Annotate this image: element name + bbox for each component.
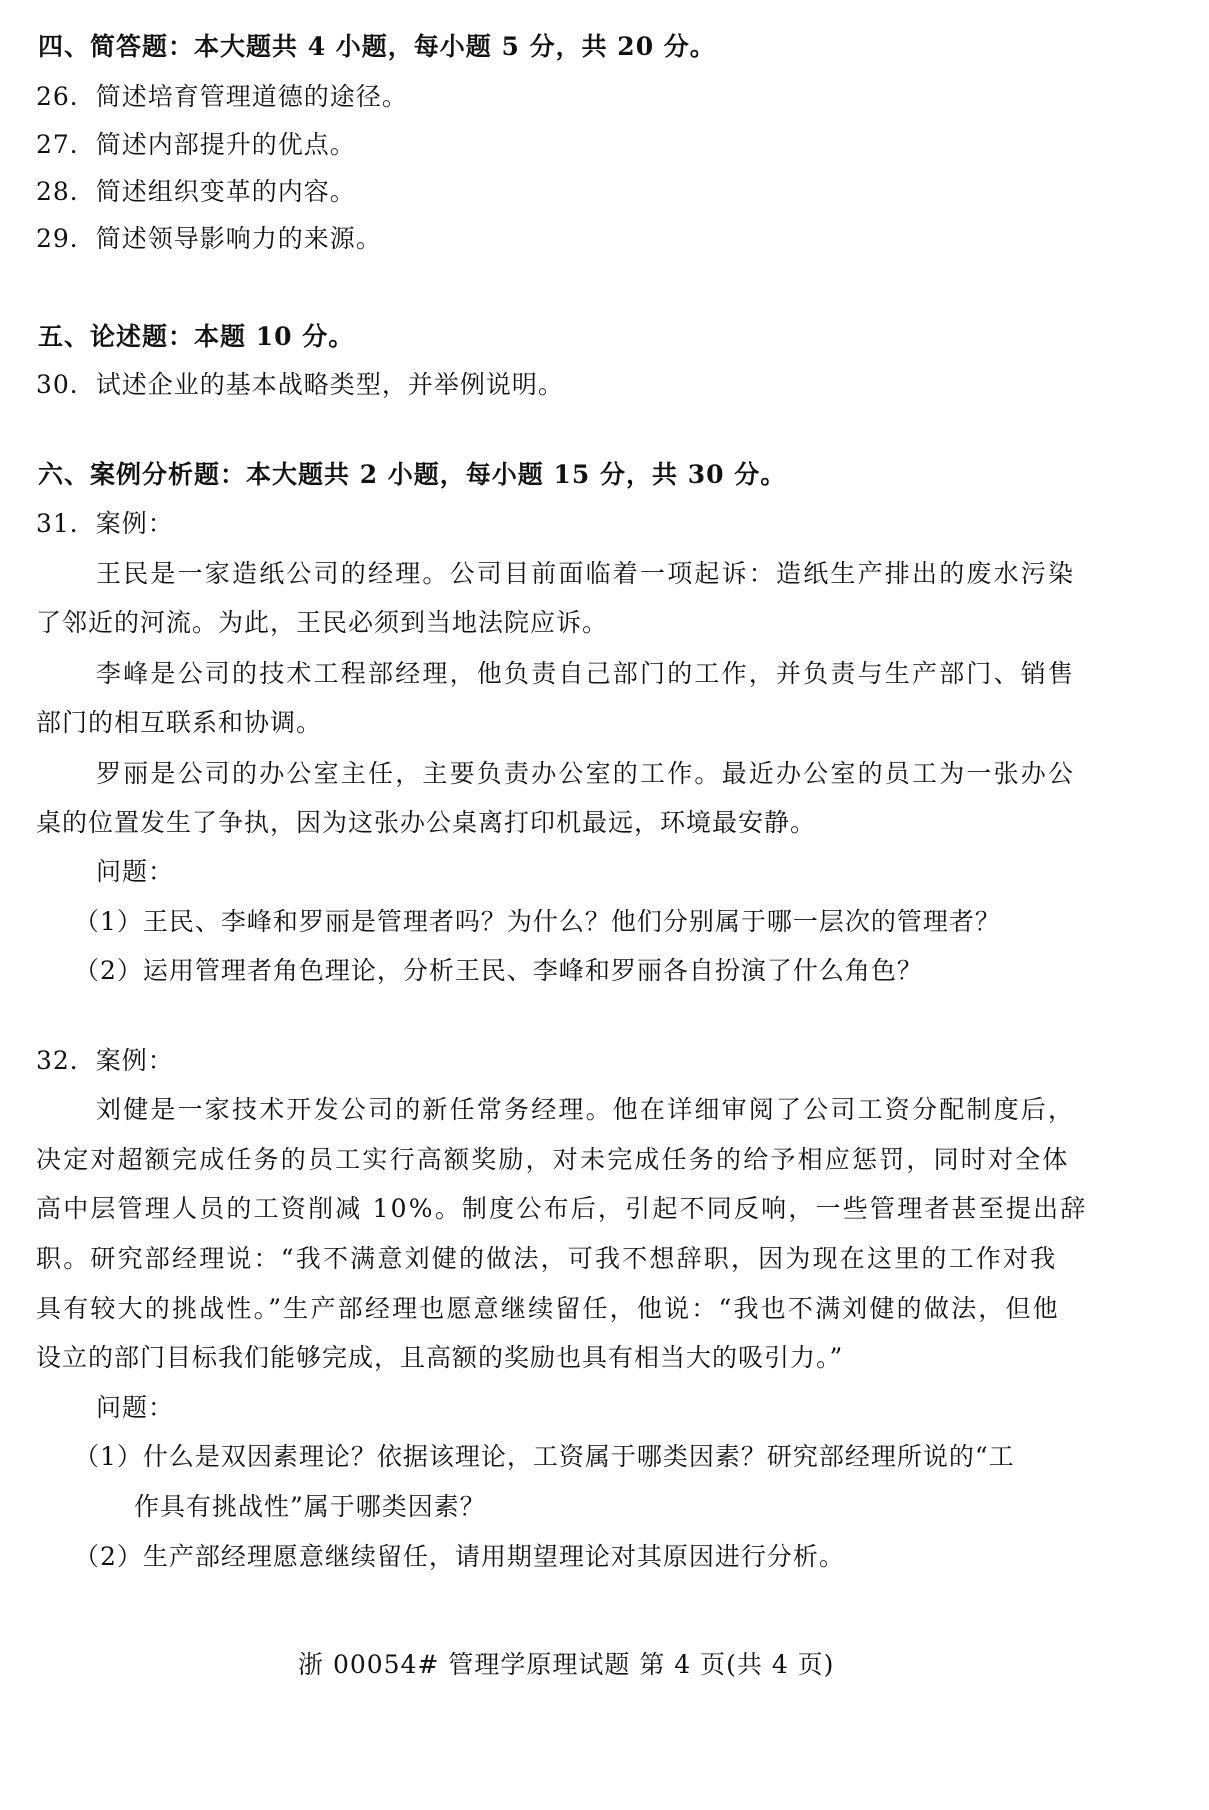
case-31-paragraph-line: 王民是一家造纸公司的经理。公司目前面临着一项起诉：造纸生产排出的废水污染 — [96, 559, 1076, 588]
case-32-paragraph-line: 设立的部门目标我们能够完成，且高额的奖励也具有相当大的吸引力。” — [36, 1343, 844, 1372]
question-29: 29．简述领导影响力的来源。 — [36, 224, 382, 253]
case-32-question-1-continued: 作具有挑战性”属于哪类因素？ — [134, 1492, 486, 1521]
section-heading-essay: 五、论述题：本题 10 分。 — [38, 322, 355, 351]
question-32-label: 32．案例： — [36, 1046, 174, 1075]
case-32-paragraph-line: 刘健是一家技术开发公司的新任常务经理。他在详细审阅了公司工资分配制度后， — [96, 1095, 1076, 1124]
case-31-paragraph-line: 罗丽是公司的办公室主任，主要负责办公室的工作。最近办公室的员工为一张办公 — [96, 759, 1076, 788]
question-26: 26．简述培育管理道德的途径。 — [36, 82, 408, 111]
case-32-paragraph-line: 决定对超额完成任务的员工实行高额奖励，对未完成任务的给予相应惩罚，同时对全体 — [36, 1145, 1070, 1174]
case-32-paragraph-line: 具有较大的挑战性。”生产部经理也愿意继续留任，他说：“我也不满刘健的做法，但他 — [36, 1294, 1060, 1323]
case-32-question-label: 问题： — [96, 1393, 175, 1422]
case-31-paragraph-line: 了邻近的河流。为此，王民必须到当地法院应诉。 — [36, 608, 609, 637]
question-31-label: 31．案例： — [36, 509, 174, 538]
section-heading-short-answer: 四、简答题：本大题共 4 小题，每小题 5 分，共 20 分。 — [38, 32, 716, 61]
case-31-paragraph-line: 李峰是公司的技术工程部经理，他负责自己部门的工作，并负责与生产部门、销售 — [96, 659, 1076, 688]
section-heading-case-analysis: 六、案例分析题：本大题共 2 小题，每小题 15 分，共 30 分。 — [38, 460, 787, 489]
case-32-question-2: （2）生产部经理愿意继续留任，请用期望理论对其原因进行分析。 — [74, 1542, 845, 1571]
case-31-question-1: （1）王民、李峰和罗丽是管理者吗？为什么？他们分别属于哪一层次的管理者？ — [74, 907, 1001, 936]
case-31-question-label: 问题： — [96, 857, 175, 886]
case-31-question-2: （2）运用管理者角色理论，分析王民、李峰和罗丽各自扮演了什么角色？ — [74, 956, 923, 985]
page-footer: 浙 00054# 管理学原理试题 第 4 页(共 4 页) — [298, 1650, 835, 1679]
question-30: 30．试述企业的基本战略类型，并举例说明。 — [36, 370, 564, 399]
case-31-paragraph-line: 桌的位置发生了争执，因为这张办公桌离打印机最远，环境最安静。 — [36, 808, 817, 837]
question-27: 27．简述内部提升的优点。 — [36, 130, 356, 159]
question-28: 28．简述组织变革的内容。 — [36, 177, 356, 206]
case-32-question-1: （1）什么是双因素理论？依据该理论，工资属于哪类因素？研究部经理所说的“工 — [74, 1442, 1015, 1471]
case-32-paragraph-line: 职。研究部经理说：“我不满意刘健的做法，可我不想辞职，因为现在这里的工作对我 — [36, 1244, 1058, 1273]
case-31-paragraph-line: 部门的相互联系和协调。 — [36, 708, 323, 737]
case-32-paragraph-line: 高中层管理人员的工资削减 10%。制度公布后，引起不同反响，一些管理者甚至提出辞 — [36, 1194, 1088, 1223]
